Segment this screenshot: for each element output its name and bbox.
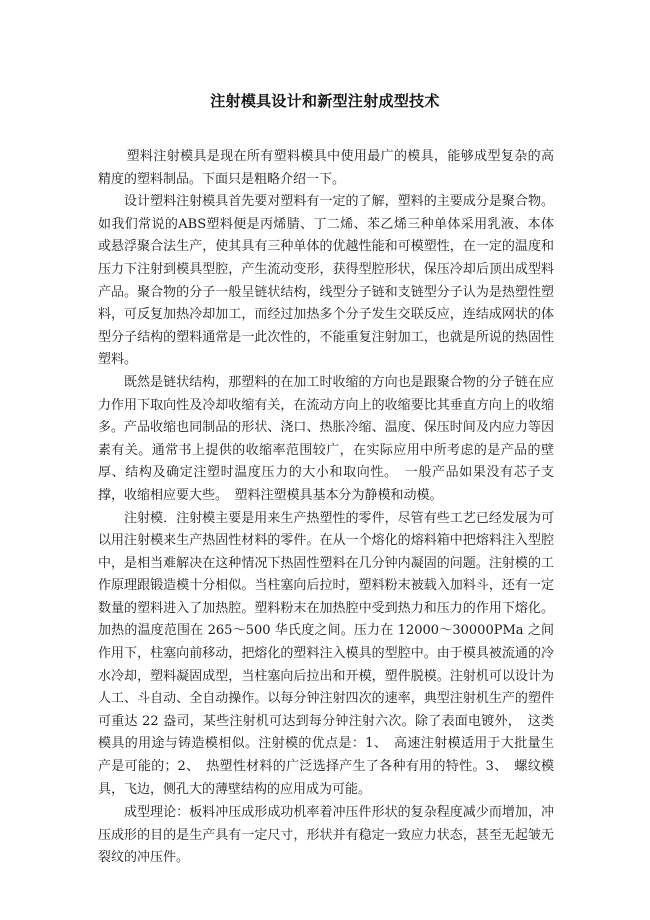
paragraph-injection-mold: 注射模．注射模主要是用来生产热塑性的零件，尽管有些工艺已经发展为可以用注射模来生产热固性材料的零件。在从一个熔化的熔料箱中把熔料注入型腔中，是相当难解决在这种情况下热固性塑料在几分钟内凝固的问题。注射模的工作原理跟锻造模十分相似。当柱塞向后拉时，塑料粉末被载入加料斗，还有一定数量的塑料进入了加热腔。塑料粉末在加热腔中受到热力和压力的作用下熔化。加热的温度范围在 265～500 华氏度之间。压力在 12000～30000PMa 之间作用下，柱塞向前移动，把熔化的塑料注入模具的型腔中。由于模具被流通的冷水冷却，塑料凝固成型，当柱塞向后拉出和开模，塑件脱模。注射机可以设计为人工、斗自动、全自动操作。以每分钟注射四次的速率，典型注射机生产的塑件可重达 22 盎司，某些注射机可达到每分钟注射六次。除了表面电镀外， 这类模具的用途与铸造模相似。注射模的优点是：1、 高速注射模适用于大批量生产是可能的；2、 热塑性材料的广泛选择产生了各种有用的特性。3、 螺纹模具，飞边，侧孔大的薄壁结构的应用成为可能。 — [98, 510, 554, 797]
paragraph-polymer: 设计塑料注射模具首先要对塑料有一定的了解，塑料的主要成分是聚合物。如我们常说的ABS塑料便是丙烯腈、丁二烯、苯乙烯三种单体采用乳液、本体或悬浮聚合法生产，使其具有三种单体的优越性能和可模塑性，在一定的温度和压力下注射到模具型腔，产生流动变形，获得型腔形状，保压冷却后顶出成型料产品。聚合物的分子一般呈链状结构，线型分子链和支链型分子认为是热塑性塑料，可反复加热冷却加工，而经过加热多个分子发生交联反应，连结成网状的体型分子结构的塑料通常是一此次性的，不能重复注射加工，也就是所说的热固性塑料。 — [98, 194, 554, 368]
paragraph-forming-theory: 成型理论：板料冲压成形成功机率着冲压件形状的复杂程度减少而增加，冲压成形的目的是生产具有一定尺寸，形状并有稳定一致应力状态，甚至无起皱无裂纹的冲压件。 — [98, 805, 554, 866]
document-title: 注射模具设计和新型注射成型技术 — [210, 92, 440, 110]
paragraph-shrinkage: 既然是链状结构，那塑料的在加工时收缩的方向也是跟聚合物的分子链在应力作用下取向性及冷却收缩有关，在流动方向上的收缩要比其垂直方向上的收缩多。产品收缩也同制品的形状、浇口、热胀冷缩、温度、保压时间及内应力等因素有关。通常书上提供的收缩率范围较广，在实际应用中所考虑的是产品的壁厚、结构及确定注塑时温度压力的大小和取向性。 一般产品如果没有芯子支撑，收缩相应要大些。 塑料注塑模具基本分为静模和动模。 — [98, 374, 554, 503]
document-body — [98, 146, 554, 870]
paragraph-intro: 塑料注射模具是现在所有塑料模具中使用最广的模具，能够成型复杂的高精度的塑料制品。下面只是粗略介绍一下。 — [98, 149, 554, 187]
